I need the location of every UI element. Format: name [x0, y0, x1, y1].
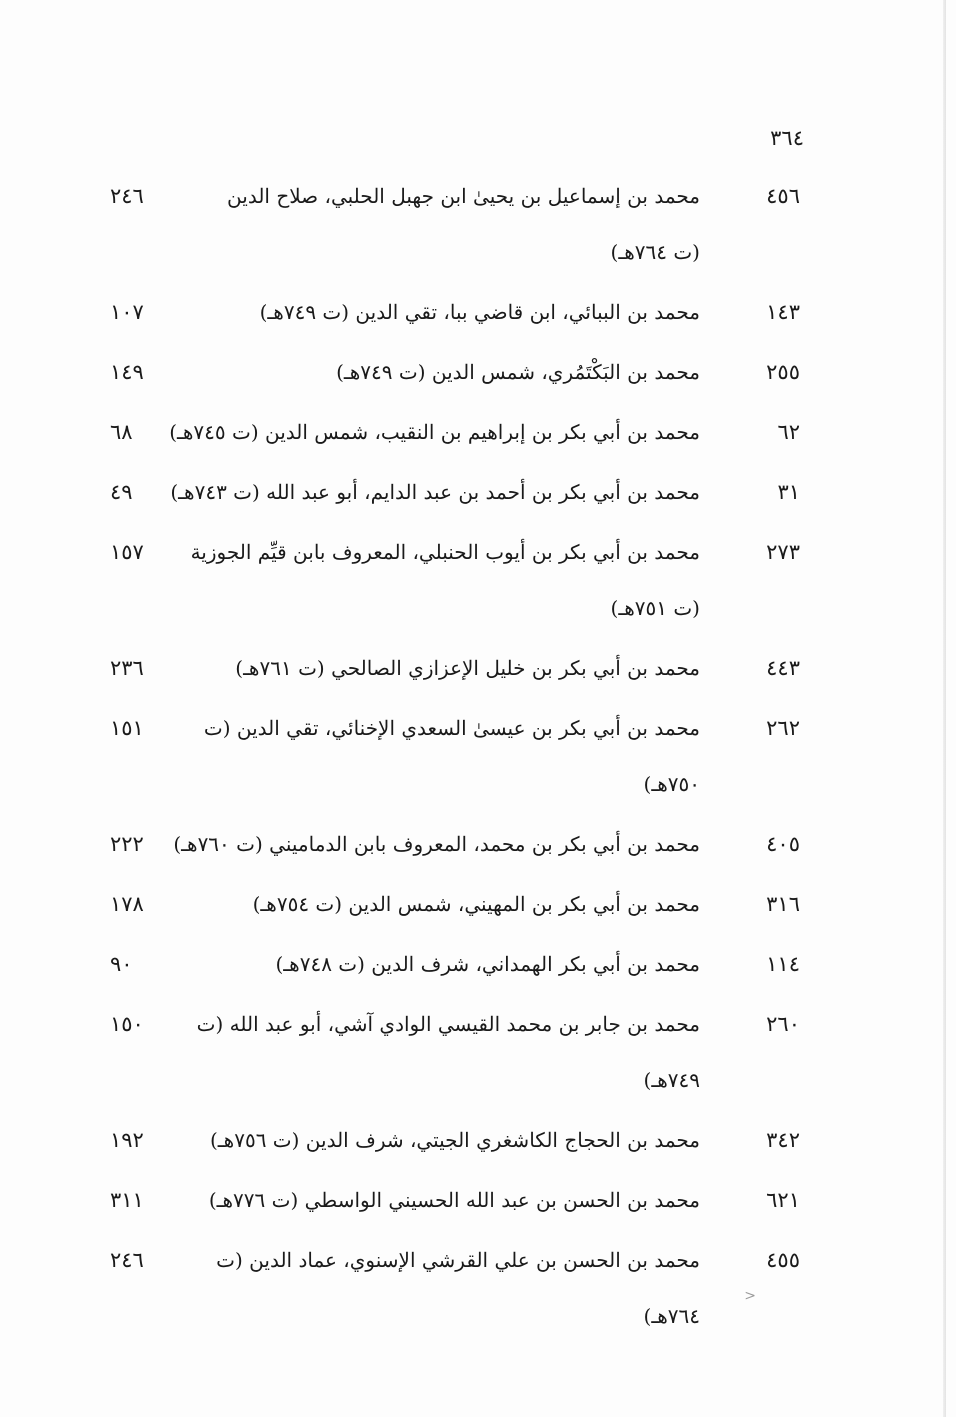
entry-page-ref: ٢٢٢: [110, 832, 144, 856]
index-entry: [110, 649, 800, 687]
entry-name: محمد بن أبي بكر بن خليل الإعزازي الصالحي (ت ٧٦١هـ): [235, 656, 700, 680]
entry-page-ref: ٢٣٦: [110, 656, 144, 680]
entry-number: ٢٥٥: [766, 360, 800, 384]
entry-page-ref: ٢٤٦: [110, 184, 144, 208]
entry-name-line2: (ت ٧٦٤هـ): [610, 240, 700, 264]
entry-number: ١٤٣: [766, 300, 800, 324]
entry-name: [180, 177, 700, 271]
page-edge: [943, 0, 946, 1417]
entry-page-ref: ٦٨: [110, 420, 133, 444]
entry-page-ref: ١٩٢: [110, 1128, 144, 1152]
entry-page-ref: ١٧٨: [110, 892, 144, 916]
entry-name-line1: محمد بن جابر بن محمد القيسي الوادي آشي، أبو عبد الله (ت: [196, 1012, 700, 1036]
index-entry: [110, 1241, 800, 1335]
index-entry: [110, 177, 800, 271]
entry-name: محمد بن الببائي، ابن قاضي ببا، تقي الدين (ت ٧٤٩هـ): [259, 300, 700, 324]
entry-page-ref: ١٥١: [110, 716, 144, 740]
entry-page-ref: ١٥٧: [110, 540, 144, 564]
entry-name: محمد بن أبي بكر الهمداني، شرف الدين (ت ٧٤٨هـ): [275, 952, 700, 976]
entry-page-ref: ١٠٧: [110, 300, 144, 324]
index-entry: [110, 709, 800, 803]
entry-number: ٦٢١: [766, 1188, 800, 1212]
entry-page-ref: ٢٤٦: [110, 1248, 144, 1272]
entry-page-ref: ٤٩: [110, 480, 133, 504]
index-entry: [110, 945, 800, 983]
entry-name-line2: ٧٦٤هـ): [643, 1304, 700, 1328]
index-entry: [110, 533, 800, 627]
entry-name-line2: ٧٤٩هـ): [643, 1068, 700, 1092]
entry-name: [180, 709, 700, 803]
entry-number: ٤٥٦: [766, 184, 800, 208]
entry-number: ٢٦٠: [766, 1012, 800, 1036]
scan-mark: >: [744, 1288, 756, 1304]
entry-number: ٤٠٥: [766, 832, 800, 856]
entry-name: محمد بن أبي بكر بن أحمد بن عبد الدايم، أبو عبد الله (ت ٧٤٣هـ): [170, 480, 700, 504]
entry-name: محمد بن الحجاج الكاشغري الجيتي، شرف الدين (ت ٧٥٦هـ): [210, 1128, 700, 1152]
entry-name: [180, 533, 700, 627]
entry-number: ١١٤: [766, 952, 800, 976]
entry-name: [180, 1241, 700, 1335]
entry-name: محمد بن الحسن بن عبد الله الحسيني الواسطي (ت ٧٧٦هـ): [208, 1188, 700, 1212]
entry-page-ref: ١٤٩: [110, 360, 144, 384]
entry-number: ٢٦٢: [766, 716, 800, 740]
entry-name: [180, 1005, 700, 1099]
entry-name-line1: محمد بن أبي بكر بن أيوب الحنبلي، المعروف بابن قيِّم الجوزية: [190, 540, 700, 564]
page-number: ٣٦٤: [770, 126, 804, 150]
index-entry: [110, 473, 800, 511]
entry-number: ٤٤٣: [766, 656, 800, 680]
entry-name: محمد بن أبي بكر بن محمد، المعروف بابن الدماميني (ت ٧٦٠هـ): [173, 832, 700, 856]
entry-page-ref: ٣١١: [110, 1188, 144, 1212]
entry-name-line2: (ت ٧٥١هـ): [610, 596, 700, 620]
index-entry: [110, 825, 800, 863]
entry-name-line1: محمد بن الحسن بن علي القرشي الإسنوي، عماد الدين (ت: [216, 1248, 700, 1272]
entry-page-ref: ٩٠: [110, 952, 133, 976]
index-entry: [110, 1121, 800, 1159]
index-list: [110, 177, 800, 1357]
index-entry: [110, 293, 800, 331]
entry-number: ٣١٦: [766, 892, 800, 916]
entry-name-line1: محمد بن إسماعيل بن يحيىٰ ابن جهبل الحلبي، صلاح الدين: [227, 184, 700, 208]
index-entry: [110, 353, 800, 391]
entry-page-ref: ١٥٠: [110, 1012, 144, 1036]
entry-number: ٤٥٥: [766, 1248, 800, 1272]
entry-number: ٣١: [777, 480, 800, 504]
entry-number: ٣٤٢: [766, 1128, 800, 1152]
entry-number: ٢٧٣: [766, 540, 800, 564]
index-entry: [110, 413, 800, 451]
entry-number: ٦٢: [777, 420, 800, 444]
index-entry: [110, 885, 800, 923]
entry-name-line1: محمد بن أبي بكر بن عيسىٰ السعدي الإخنائي، تقي الدين (ت: [203, 716, 700, 740]
entry-name: محمد بن البَكْتَمُري، شمس الدين (ت ٧٤٩هـ): [336, 360, 700, 384]
index-entry: [110, 1005, 800, 1099]
entry-name: محمد بن أبي بكر بن إبراهيم بن النقيب، شمس الدين (ت ٧٤٥هـ): [169, 420, 700, 444]
entry-name-line2: ٧٥٠هـ): [643, 772, 700, 796]
entry-name: محمد بن أبي بكر بن المهيني، شمس الدين (ت ٧٥٤هـ): [252, 892, 700, 916]
index-entry: [110, 1181, 800, 1219]
